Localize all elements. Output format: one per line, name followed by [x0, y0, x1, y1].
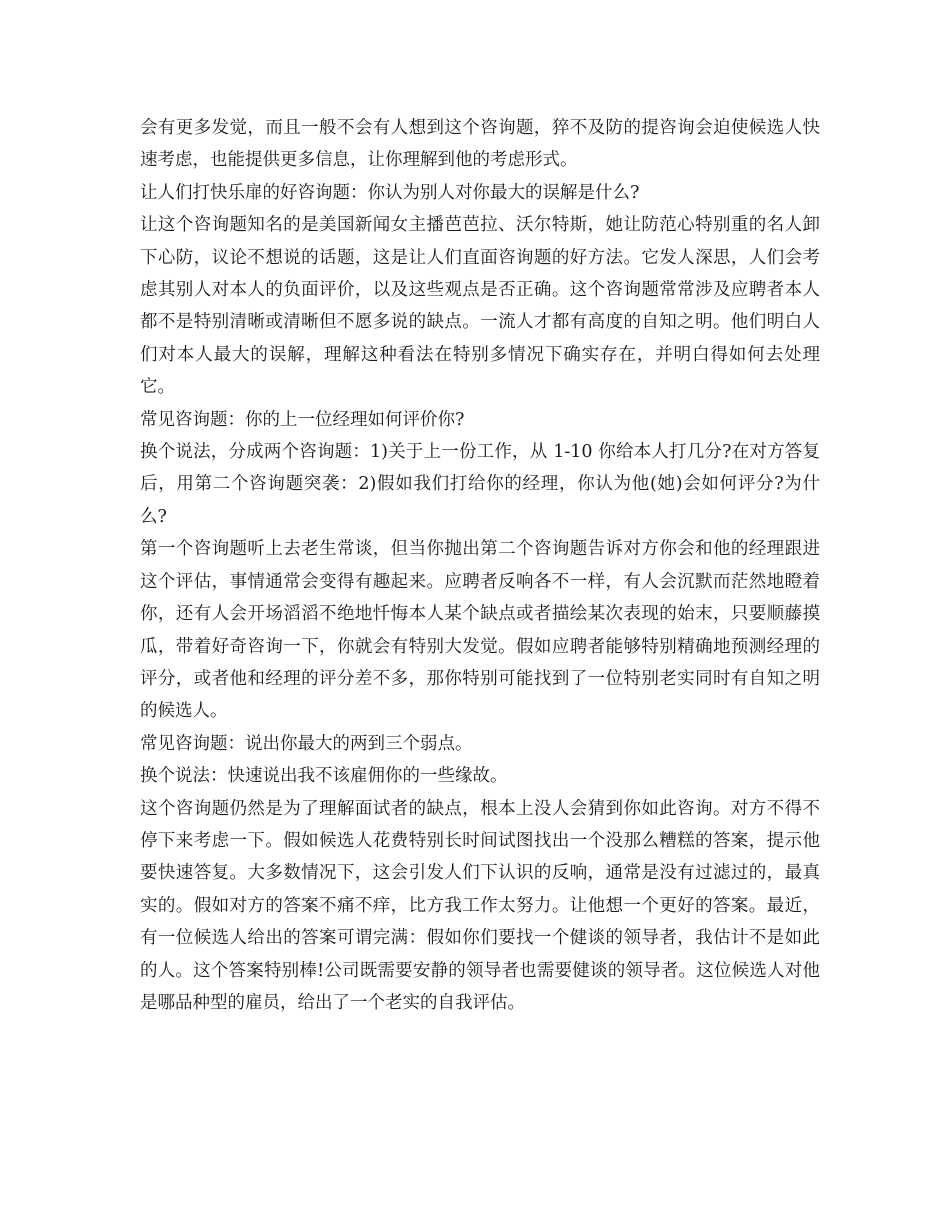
question-heading-manager-review: 常见咨询题：你的上一位经理如何评价你? — [140, 409, 465, 430]
paragraph-alternative-weaknesses: 换个说法：快速说出我不该雇佣你的一些缘故。 — [140, 766, 508, 787]
question-heading-weaknesses: 常见咨询题：说出你最大的两到三个弱点。 — [140, 733, 473, 754]
paragraph-manager-review: 第一个咨询题听上去老生常谈，但当你抛出第二个咨询题告诉对方你会和他的经理跟进这个评估，事情通常会变得有趣起来。应聘者反响各不一样，有人会沉默而茫然地瞪着你，还有人会开场滔滔不绝地忏悔本人某个缺点或者描绘某次表现的始末，只要顺藤摸瓜，带着好奇咨询一下，你就会有特别大发觉。假如应聘者能够特别精确地预测经理的评分，或者他和经理的评分差不多，那你特别可能找到了一位特别老实同时有自知之明的候选人。 — [140, 539, 820, 722]
paragraph-weaknesses: 这个咨询题仍然是为了理解面试者的缺点，根本上没人会猜到你如此咨询。对方不得不停下来考虑一下。假如候选人花费特别长时间试图找出一个没那么糟糕的答案，提示他要快速答复。大多数情况下，这会引发人们下认识的反响，通常是没有过滤过的，最真实的。假如对方的答案不痛不痒，比方我工作太努力。让他想一个更好的答案。最近，有一位候选人给出的答案可谓完满：假如你们要找一个健谈的领导者，我估计不是如此的人。这个答案特别棒!公司既需要安静的领导者也需要健谈的领导者。这位候选人对他是哪品种型的雇员，给出了一个老实的自我评估。 — [140, 798, 820, 1013]
paragraph-alternative-phrasing: 换个说法，分成两个咨询题：1)关于上一份工作，从 1-10 你给本人打几分?在对方答复后，用第二个咨询题突袭：2)假如我们打给你的经理，你认为他(她)会如何评分?为什么? — [140, 442, 820, 527]
paragraph-continuation: 会有更多发觉，而且一般不会有人想到这个咨询题，猝不及防的提咨询会迫使候选人快速考虑，也能提供更多信息，让你理解到他的考虑形式。 — [140, 118, 820, 171]
question-heading-misunderstanding: 让人们打快乐扉的好咨询题：你认为别人对你最大的误解是什么? — [140, 182, 640, 203]
paragraph-misunderstanding: 让这个咨询题知名的是美国新闻女主播芭芭拉、沃尔特斯，她让防范心特别重的名人卸下心防，议论不想说的话题，这是让人们直面咨询题的好方法。它发人深思，人们会考虑其别人对本人的负面评价，以及这些观点是否正确。这个咨询题常常涉及应聘者本人都不是特别清晰或清晰但不愿多说的缺点。一流人才都有高度的自知之明。他们明白人们对本人最大的误解，理解这种看法在特别多情况下确实存在，并明白得如何去处理它。 — [140, 215, 820, 398]
document-body — [140, 112, 820, 1019]
